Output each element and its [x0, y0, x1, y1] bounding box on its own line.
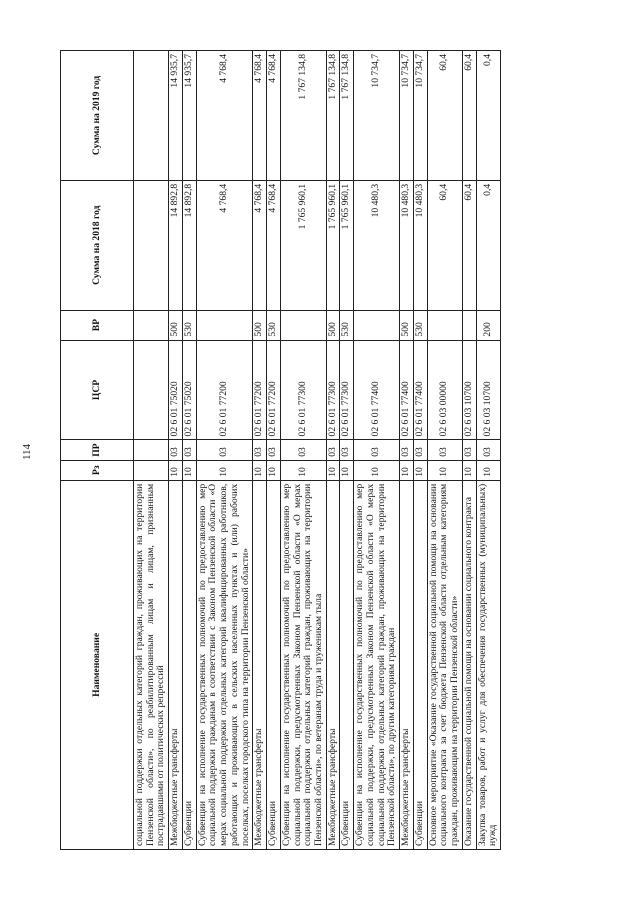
cell-sum-2018: 4 768,4 — [196, 180, 253, 310]
cell-name: Субвенции — [182, 480, 196, 849]
cell-vr: 530 — [267, 310, 281, 340]
cell-name: Субвенции на исполнение государственных полномочий по предоставлению мер социальной поддержки, предусмотренных Законом Пензенской области «О мерах социальной поддержки отдельных категорий граждан, проживающих на территории Пензенской области», по ветеранам труда и труженикам тыла — [280, 480, 326, 849]
cell-vr — [134, 310, 169, 340]
cell-rz: 10 — [354, 460, 400, 480]
cell-name: Межбюджетные трансферты — [400, 480, 414, 849]
cell-name: Субвенции — [413, 480, 427, 849]
cell-vr: 530 — [413, 310, 427, 340]
cell-sum-2018: 10 480,3 — [413, 180, 427, 310]
table-row — [340, 51, 354, 850]
cell-vr: 500 — [326, 310, 340, 340]
cell-pr: 03 — [280, 440, 326, 460]
cell-sum-2019: 14 935,7 — [182, 51, 196, 181]
page-number: 114 — [21, 443, 33, 461]
cell-rz: 10 — [169, 460, 183, 480]
cell-pr: 03 — [400, 440, 414, 460]
table-row — [400, 51, 414, 850]
cell-csr: 02 6 01 75020 — [169, 340, 183, 440]
cell-rz: 10 — [427, 460, 462, 480]
cell-csr: 02 6 01 77300 — [280, 340, 326, 440]
cell-rz: 10 — [413, 460, 427, 480]
table-row — [354, 51, 400, 850]
cell-vr: 530 — [182, 310, 196, 340]
cell-rz: 10 — [280, 460, 326, 480]
cell-sum-2019: 10 734,7 — [413, 51, 427, 181]
table-row — [427, 51, 462, 850]
cell-sum-2018 — [134, 180, 169, 310]
cell-sum-2018: 4 768,4 — [253, 180, 267, 310]
cell-sum-2018: 0,4 — [476, 180, 500, 310]
cell-sum-2018: 14 892,8 — [182, 180, 196, 310]
cell-sum-2019: 0,4 — [476, 51, 500, 181]
cell-pr: 03 — [253, 440, 267, 460]
cell-name: Межбюджетные трансферты — [253, 480, 267, 849]
table-row — [413, 51, 427, 850]
cell-csr: 02 6 01 77400 — [354, 340, 400, 440]
cell-sum-2019: 60,4 — [462, 51, 476, 181]
cell-rz: 10 — [253, 460, 267, 480]
cell-sum-2019: 4 768,4 — [196, 51, 253, 181]
cell-csr: 02 6 01 77200 — [267, 340, 281, 440]
cell-sum-2019: 14 935,7 — [169, 51, 183, 181]
cell-vr — [462, 310, 476, 340]
cell-csr: 02 6 01 77400 — [400, 340, 414, 440]
table-row — [182, 51, 196, 850]
header-name: Наименование — [61, 480, 134, 849]
table-row — [253, 51, 267, 850]
cell-vr: 500 — [253, 310, 267, 340]
cell-name: социальной поддержки отдельных категорий граждан, проживающих на территории Пензенской области», по реабилитированным лицам и лицам, признанным пострадавшими от политических репрессий — [134, 480, 169, 849]
cell-sum-2019: 1 767 134,8 — [280, 51, 326, 181]
table-row — [134, 51, 169, 850]
cell-csr: 02 6 01 77300 — [340, 340, 354, 440]
cell-vr: 200 — [476, 310, 500, 340]
cell-pr: 03 — [340, 440, 354, 460]
cell-sum-2019: 10 734,7 — [354, 51, 400, 181]
header-csr: ЦСР — [61, 340, 134, 440]
cell-rz: 10 — [476, 460, 500, 480]
cell-csr: 02 6 03 10700 — [462, 340, 476, 440]
cell-sum-2018: 1 765 960,1 — [326, 180, 340, 310]
cell-sum-2019: 1 767 134,8 — [326, 51, 340, 181]
cell-pr: 03 — [354, 440, 400, 460]
cell-name: Оказание государственной социальной помощи на основании социального контракта — [462, 480, 476, 849]
cell-rz — [134, 460, 169, 480]
table-row — [462, 51, 476, 850]
cell-rz: 10 — [340, 460, 354, 480]
cell-pr: 03 — [267, 440, 281, 460]
rotated-page — [60, 50, 580, 850]
header-sum-2018: Сумма на 2018 год — [61, 180, 134, 310]
cell-rz: 10 — [267, 460, 281, 480]
cell-pr: 03 — [182, 440, 196, 460]
header-rz: Рз — [61, 460, 134, 480]
cell-sum-2018: 14 892,8 — [169, 180, 183, 310]
table-row — [280, 51, 326, 850]
cell-sum-2018: 1 765 960,1 — [340, 180, 354, 310]
cell-vr: 500 — [400, 310, 414, 340]
cell-csr: 02 6 01 77200 — [196, 340, 253, 440]
cell-csr: 02 6 03 00000 — [427, 340, 462, 440]
budget-table — [60, 50, 501, 850]
cell-pr: 03 — [476, 440, 500, 460]
table-row — [476, 51, 500, 850]
header-pr: ПР — [61, 440, 134, 460]
cell-rz: 10 — [400, 460, 414, 480]
cell-sum-2018: 10 480,3 — [400, 180, 414, 310]
cell-sum-2019: 1 767 134,8 — [340, 51, 354, 181]
cell-sum-2018: 10 480,3 — [354, 180, 400, 310]
table-body — [134, 51, 501, 850]
cell-sum-2018: 60,4 — [462, 180, 476, 310]
cell-sum-2019: 60,4 — [427, 51, 462, 181]
cell-sum-2019: 10 734,7 — [400, 51, 414, 181]
cell-rz: 10 — [182, 460, 196, 480]
cell-name: Закупка товаров, работ и услуг для обеспечения государственных (муниципальных) нужд — [476, 480, 500, 849]
cell-pr: 03 — [413, 440, 427, 460]
cell-sum-2018: 1 765 960,1 — [280, 180, 326, 310]
table-header-row — [61, 51, 134, 850]
cell-name: Межбюджетные трансферты — [326, 480, 340, 849]
header-sum-2019: Сумма на 2019 год — [61, 51, 134, 181]
table-row — [169, 51, 183, 850]
cell-vr — [280, 310, 326, 340]
cell-csr: 02 6 01 77300 — [326, 340, 340, 440]
cell-name: Субвенции — [340, 480, 354, 849]
table-row — [196, 51, 253, 850]
cell-pr: 03 — [326, 440, 340, 460]
cell-pr: 03 — [427, 440, 462, 460]
cell-vr: 500 — [169, 310, 183, 340]
cell-name: Субвенции на исполнение государственных полномочий по предоставлению мер социальной поддержки, предусмотренных Законом Пензенской области «О мерах социальной поддержки отдельных категорий граждан, проживающих на территории Пензенской области», по другим категориям граждан — [354, 480, 400, 849]
cell-name: Субвенции на исполнение государственных полномочий по предоставлению мер социальной поддержки гражданам в соответствии с Законом Пензенской области «О мерах социальной поддержки отдельных категорий квалифицированных работников, работающих и проживающих в сельских населенных пунктах и (или) рабочих поселках, поселках городского типа на территории Пензенской области» — [196, 480, 253, 849]
cell-vr — [427, 310, 462, 340]
cell-vr — [196, 310, 253, 340]
cell-csr: 02 6 01 77400 — [413, 340, 427, 440]
cell-pr — [134, 440, 169, 460]
header-vr: ВР — [61, 310, 134, 340]
cell-vr: 530 — [340, 310, 354, 340]
cell-csr: 02 6 01 75020 — [182, 340, 196, 440]
cell-csr: 02 6 03 10700 — [476, 340, 500, 440]
cell-rz: 10 — [196, 460, 253, 480]
cell-name: Основное мероприятие «Оказание государственной социальной помощи на основании социального контракта за счет бюджета Пензенской области отдельным категориям граждан, проживающим на территории Пензенской области» — [427, 480, 462, 849]
cell-pr: 03 — [462, 440, 476, 460]
cell-rz: 10 — [462, 460, 476, 480]
table-row — [267, 51, 281, 850]
cell-sum-2018: 60,4 — [427, 180, 462, 310]
cell-sum-2019: 4 768,4 — [267, 51, 281, 181]
cell-vr — [354, 310, 400, 340]
cell-sum-2019: 4 768,4 — [253, 51, 267, 181]
cell-pr: 03 — [169, 440, 183, 460]
cell-name: Межбюджетные трансферты — [169, 480, 183, 849]
cell-sum-2019 — [134, 51, 169, 181]
cell-rz: 10 — [326, 460, 340, 480]
cell-name: Субвенции — [267, 480, 281, 849]
cell-pr: 03 — [196, 440, 253, 460]
cell-sum-2018: 4 768,4 — [267, 180, 281, 310]
table-row — [326, 51, 340, 850]
cell-csr: 02 6 01 77200 — [253, 340, 267, 440]
cell-csr — [134, 340, 169, 440]
